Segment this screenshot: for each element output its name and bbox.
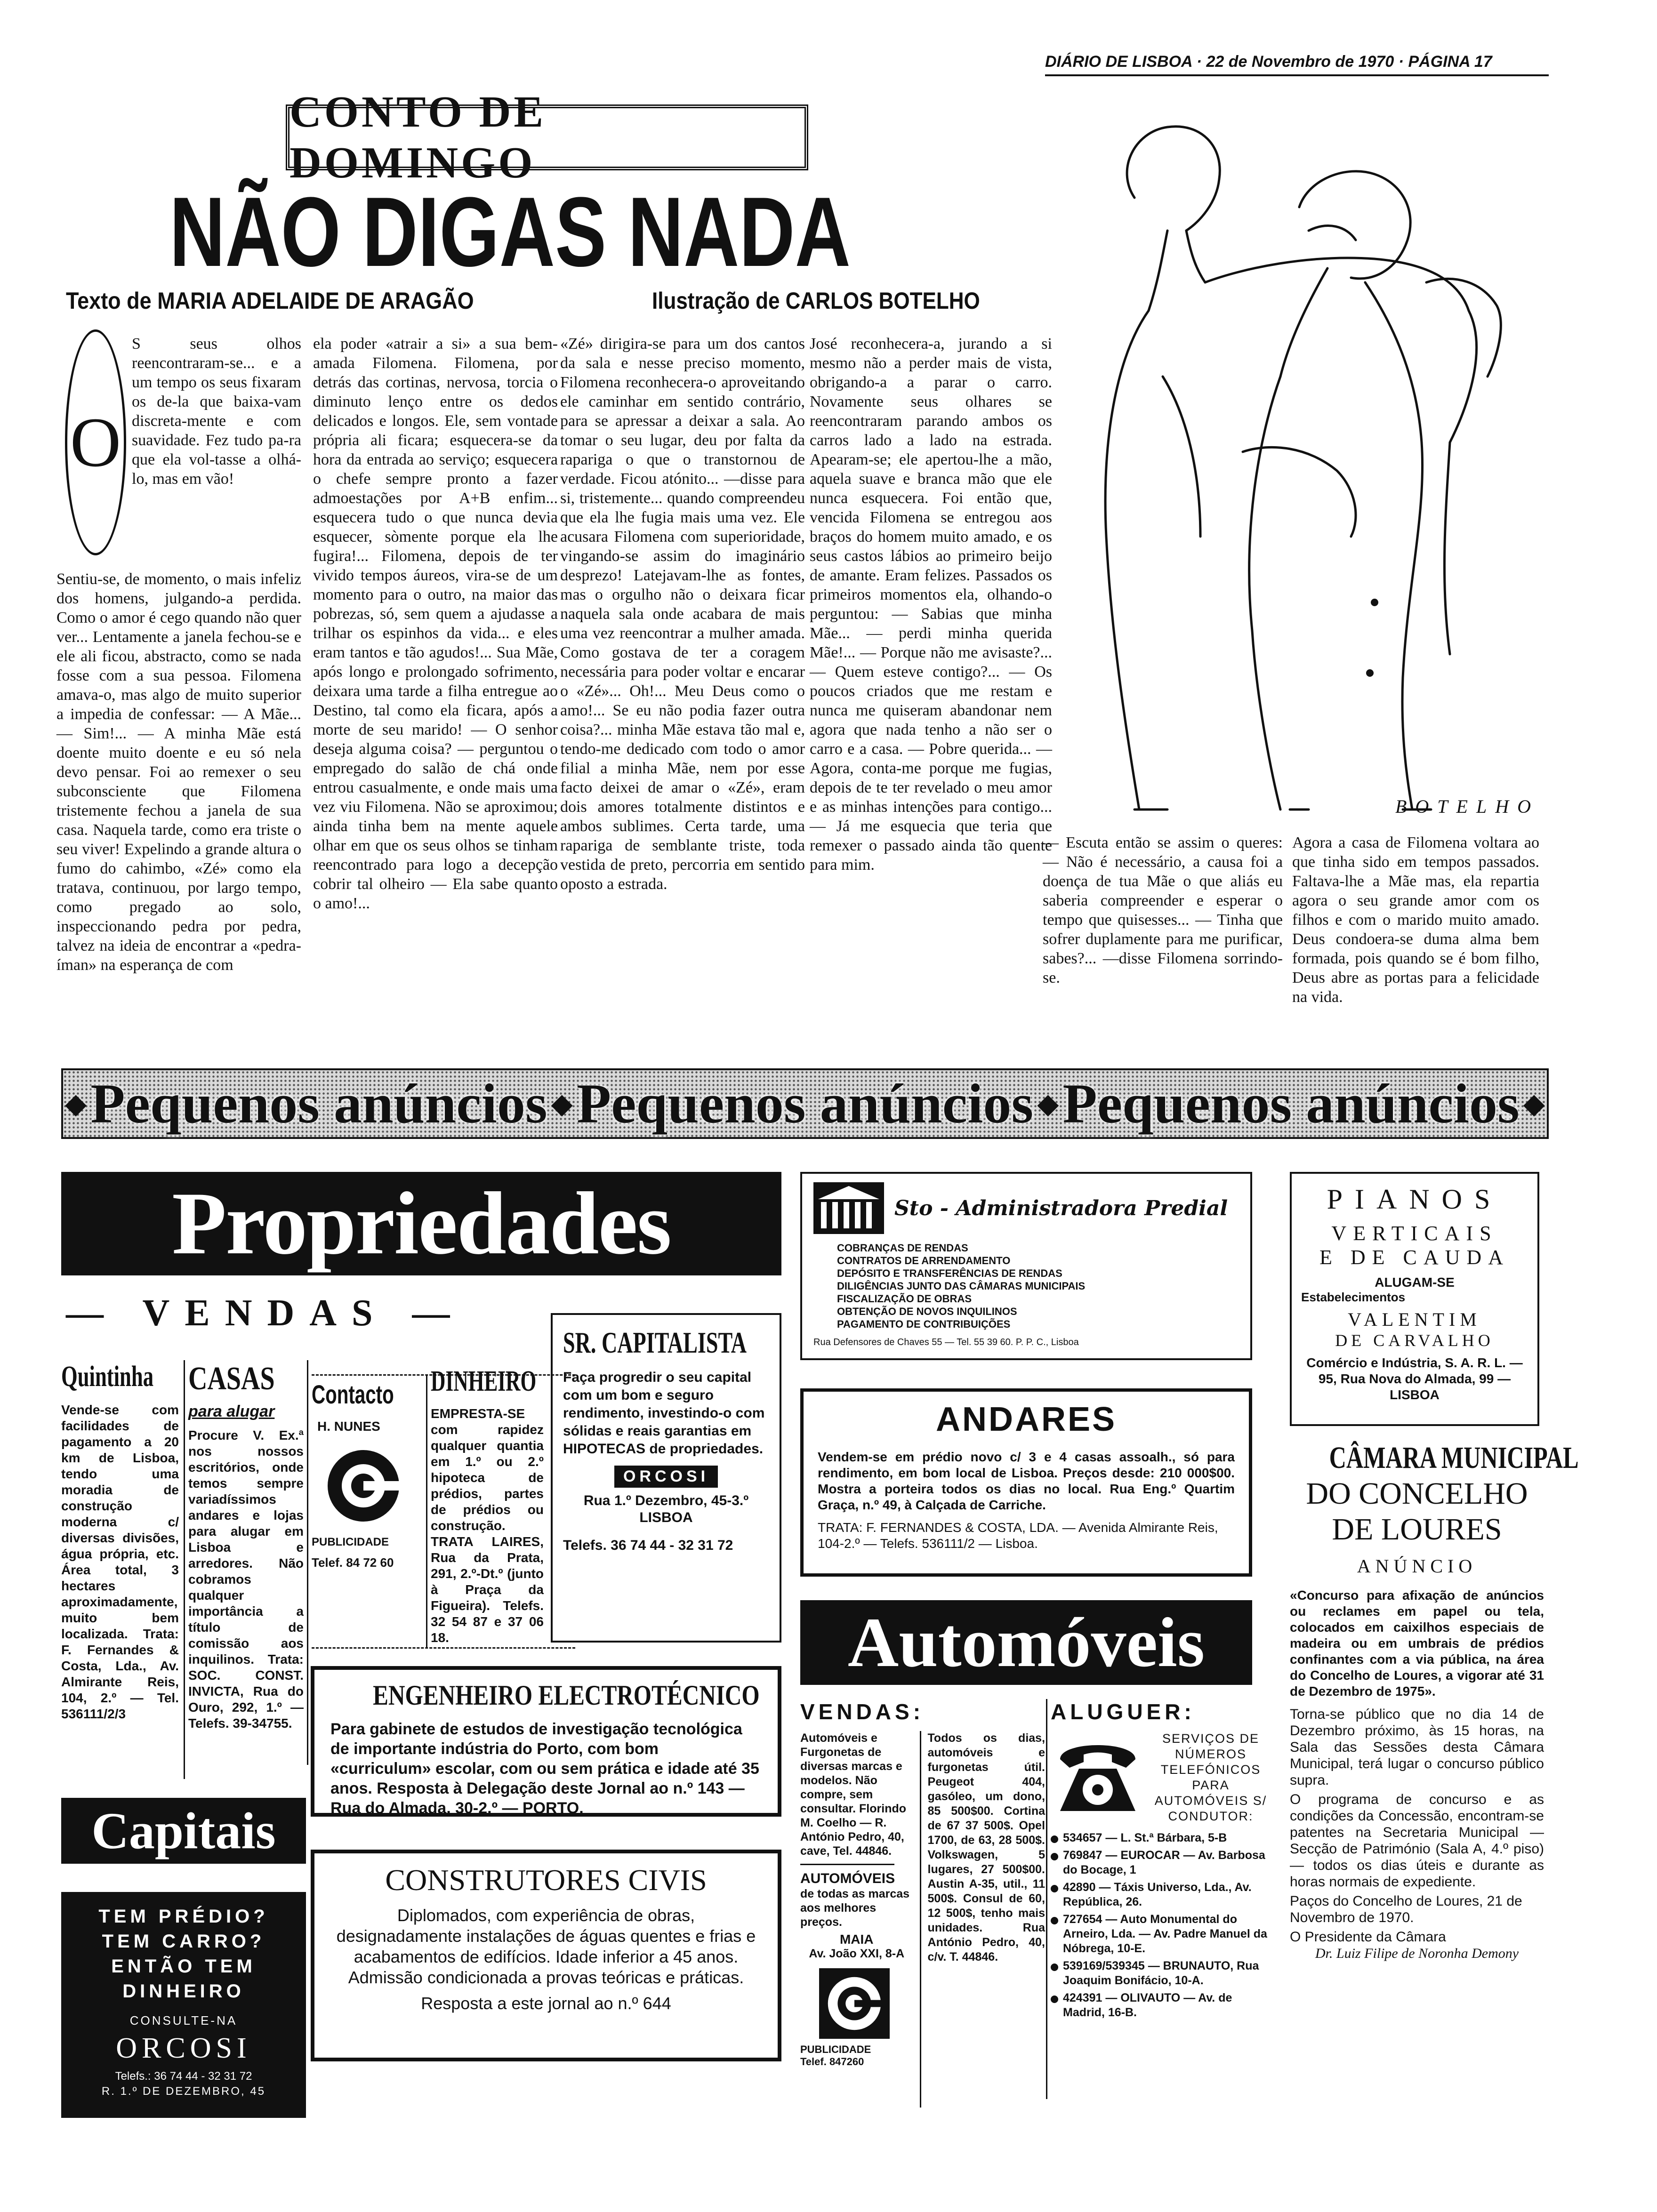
- quintinha-title: Quintinha: [61, 1361, 154, 1393]
- ad-andares: [800, 1388, 1252, 1577]
- vendas-col1-text: Automóveis e Furgonetas de diversas marcas e modelos. Não compre, sem consultar. Florindo M. Coelho — R. António Pedro, 40, cave, Tel. 44846.: [800, 1731, 907, 1858]
- aluguer-item-text: 769847 — EUROCAR — Av. Barbosa do Bocage, 1: [1063, 1849, 1265, 1876]
- predial-footer: Rua Defensores de Chaves 55 — Tel. 55 39 60. P. P. C., Lisboa: [813, 1337, 1079, 1347]
- contacto-rule-bottom: [312, 1647, 575, 1650]
- andares-trata: TRATA: F. FERNANDES & COSTA, LDA. — Avenida Almirante Reis, 104-2.º — Telefs. 536111/2 — Lisboa.: [818, 1520, 1218, 1551]
- camara-p5: O Presidente da Câmara: [1290, 1929, 1446, 1945]
- vendas-subtitle: [66, 1292, 560, 1339]
- predial-header: [813, 1182, 1239, 1234]
- story-col1: Sentiu-se, de momento, o mais infeliz dos homens, julgando-a perdida. Como o amor é cego quando não quer ver... Lentamente a janela fechou-se e ele ali ficou, abstracto, como se nada fosse com a sua pessoa. Filomena amava-o, mas algo de muito superior a impedia de confessar: — A Mãe... — Sim!... — A minha Mãe está doente muito doente e eu só nela devo pensar. Foi ao remexer o seu subconsciente que Filomena tristemente fechou a janela de sua casa. Naquela tarde, como era triste o seu viver! Expelindo a grande altura o fumo do cahimbo, «Zé» como ela tratava, continuou, por largo tempo, como pregado ao solo, inspeccionando pedra por pedra, talvez na ideia de encontrar a «pedra-íman» na esperança de com: [56, 570, 301, 974]
- drop-cap-letter: O: [70, 403, 121, 481]
- story-col1-intro: S seus olhos reencontraram-se... e a um tempo os seus fixaram os de-la que baixa-vam discreta-mente e com suavidade. Fez tudo pa-ra que ela vol-tasse a olhá-lo, mas em vão!: [132, 335, 301, 488]
- capitais-title: Capitais: [91, 1802, 276, 1859]
- vendas-auto-text: de todas as marcas aos melhores preços.: [800, 1887, 910, 1929]
- aluguer-title: ALUGUER:: [1051, 1699, 1195, 1724]
- pianos-address: Comércio e Indústria, S. A. R. L. — 95, Rua Nova do Almada, 99 — LISBOA: [1306, 1355, 1523, 1402]
- contacto-label: PUBLICIDADE: [312, 1536, 389, 1548]
- predial-line: PAGAMENTO DE CONTRIBUIÇÕES: [837, 1318, 1011, 1330]
- aluguer-item-text: 534657 — L. St.ª Bárbara, 5-B: [1063, 1831, 1227, 1844]
- vendas-title: VENDAS:: [800, 1699, 925, 1724]
- predial-line: DEPÓSITO E TRANSFERÊNCIAS DE RENDAS: [837, 1267, 1062, 1279]
- contacto-logo-icon: [326, 1448, 401, 1523]
- automoveis-title-block: [800, 1600, 1252, 1685]
- story-col2: ela poder «atrair a si» a sua bem-amada Filomena. Filomena, por detrás das cortinas, nervosa, torcia o diminuto lenço entre os dedos delicados e longos. Ele, sem vontade própria ali ficara; esquecera-se da hora da entrada ao serviço; esquecera o chefe sempre pronto a fazer admoestações por A+B enfim... esquecera tudo o que nunca devia esquecer, sòmente porque ela lhe fugira!... Filomena, depois de ter vivido tempos áureos, vira-se de um momento para o outro, na maior das pobrezas, só, sem quem a ajudasse a trilhar os espinhos da vida... e eles eram tantos e tão agudos!... Sua Mãe, após longo e prolongado sofrimento, deixara uma tarde a filha entregue ao Destino, tal como ela ficara, após a morte de seu marido! — O senhor deseja alguma coisa? — perguntou o empregado do salão de chá onde entrou casualmente, e onde mais uma vez viu Filomena. Não se aproximou; ainda tinha bem na mente aquele olhar em que os seus olhos se tinham reencontrado para logo a decepção cobrir tal olheiro — Ela sabe quanto o amo!...: [313, 335, 558, 912]
- construtores-body: Diplomados, com experiência de obras, designadamente instalações de águas quentes e frias e acabamentos de edifícios. Idade inferior a 45 anos. Admissão condicionada a provas teóricas e práticas.: [336, 1906, 756, 1987]
- camara-title1: CÂMARA MUNICIPAL: [1329, 1441, 1579, 1475]
- ad-contacto: [312, 1379, 425, 1643]
- vendas-maia: MAIA: [839, 1932, 874, 1947]
- aluguer-item: [1051, 1912, 1272, 1956]
- pianos-sub2: E DE CAUDA: [1319, 1246, 1510, 1269]
- casas-subtitle: para alugar: [188, 1403, 275, 1420]
- bullet-icon: [1051, 1885, 1058, 1892]
- ad-casas: [188, 1360, 304, 1765]
- andares-body: Vendem-se em prédio novo c/ 3 e 4 casas assoalh., só para rendimento, em bom local de Lisboa. Preços desde: 210 000$00. Mostra a porteira todos os dias no local. Rua Eng.º Quartim Graça, n.º 49, à Calçada de Carriche.: [818, 1450, 1235, 1512]
- aluguer-item-text: 727654 — Auto Monumental do Arneiro, Lda. — Av. Padre Manuel da Nóbrega, 10-E.: [1063, 1913, 1267, 1955]
- aluguer-item-text: 42890 — Táxis Universo, Lda., Av. República, 26.: [1063, 1881, 1252, 1908]
- construtores-reply: Resposta a este jornal ao n.º 644: [421, 1994, 671, 2013]
- author-text: Texto de MARIA ADELAIDE DE ARAGÃO: [66, 288, 474, 314]
- predial-line: CONTRATOS DE ARRENDAMENTO: [837, 1255, 1011, 1266]
- aluguer-item-text: 424391 — OLIVAUTO — Av. de Madrid, 16-B.: [1063, 1991, 1232, 2019]
- man-arm: [1205, 258, 1469, 311]
- camara-p2: Torna-se público que no dia 14 de Dezembro próximo, às 15 horas, na Sala das Sessões desta Câmara Municipal, terá lugar o concurso público supra.: [1290, 1707, 1544, 1788]
- vendas-col2-text: Todos os dias, automóveis e furgonetas útil. Peugeot 404, gasóleo, um dono, 85 500$00. Cortina de 67 37 500$. Opel 1700, de 63, 28 500$. Volkswagen, 5 lugares, 27 500$00. Austin A-35, util., 11 500$. Consul de 60, 12 500$, tenho mais unidades. Rua António Pedro, 40, c/v. T. 44846.: [927, 1731, 1046, 1964]
- casas-title: CASAS: [188, 1361, 275, 1397]
- banner-text-1: Pequenos anúncios: [90, 1072, 547, 1135]
- vendas-maia-address: Av. João XXI, 8-A: [809, 1947, 905, 1960]
- propriedades-title: Propriedades: [172, 1174, 671, 1273]
- header-text: DIÁRIO DE LISBOA · 22 de Novembro de 1970 · PÁGINA 17: [1045, 53, 1492, 71]
- aluguer-item: [1051, 1991, 1272, 2020]
- camara-signature: Dr. Luiz Filipe de Noronha Demony: [1315, 1946, 1519, 1961]
- capitais-brand: ORCOSI: [116, 2032, 251, 2064]
- camara-p3: O programa de concurso e as condições da Concessão, encontram-se patentes na Secretaria Municipal — Secção de Património (Sala A, 4.º piso) — todos os dias úteis e durante as horas normais de expediente.: [1290, 1792, 1544, 1890]
- automoveis-title: Automóveis: [847, 1603, 1205, 1682]
- aluguer-item-text: 539169/539345 — BRUNAUTO, Rua Joaquim Bonifácio, 10-A.: [1063, 1959, 1259, 1987]
- bullet-icon: [1051, 1996, 1058, 2003]
- capitalista-phone: Telefs. 36 74 44 - 32 31 72: [563, 1538, 733, 1553]
- pianos-name: VALENTIM: [1348, 1309, 1481, 1330]
- page-header: [1045, 53, 1549, 76]
- predial-line: COBRANÇAS DE RENDAS: [837, 1242, 968, 1254]
- quintinha-body: Vende-se com facilidades de pagamento a 20 km de Lisboa, tendo uma moradia de construção moderna c/ diversas divisões, água própria, etc. Área total, 3 hectares aproximadamente, muito bem localizada. Trata: F. Fernandes & Costa, Lda., Av. Almirante Reis, 104, 2.º — Tel. 536111/2/3: [61, 1403, 179, 1721]
- bullet-icon: [1051, 1964, 1058, 1971]
- pianos-title: PIANOS: [1327, 1184, 1503, 1215]
- man-body: [1105, 311, 1149, 809]
- illustration-signature: [1295, 795, 1539, 824]
- story-col6: Agora a casa de Filomena voltara ao que tinha sido em tempos passados. Faltava-lhe a Mãe mas, ela repartia agora o seu grande amor com os filhos e com o marido muito amado. Deus condoera-se duma alma bem formada, pois quando se é bom filho, Deus abre as portas para a felicidade na vida.: [1292, 834, 1539, 1006]
- propriedades-block: [61, 1172, 781, 1275]
- camara-label: ANÚNCIO: [1357, 1555, 1477, 1577]
- ad-vendas: [800, 1699, 1045, 2104]
- banner-diamond-3: ◆: [1037, 1088, 1059, 1119]
- vendas-columns: [800, 1731, 1045, 2108]
- ad-pianos: [1290, 1172, 1539, 1426]
- man-head: [1127, 127, 1220, 231]
- banner-diamond-2: ◆: [551, 1088, 573, 1119]
- woman-head: [1299, 171, 1410, 279]
- engenheiro-body: Para gabinete de estudos de investigação tecnológica de importante indústria do Porto, com bom «curriculum» escolar, com ou sem prática e idade até 35 anos. Resposta à Delegação deste Jornal ao n.º 143 — Rua do Almada, 30-2.º — PORTO.: [330, 1720, 759, 1817]
- predial-title: Sto - Administradora Predial: [894, 1196, 1228, 1220]
- vendas-col-left: [800, 1731, 913, 2108]
- capitalista-brand: ORCOSI: [614, 1466, 718, 1488]
- illustrator: [652, 287, 1029, 315]
- banner-text-2: Pequenos anúncios: [576, 1072, 1034, 1135]
- ad-camara: [1290, 1440, 1579, 2108]
- capitais-title-block: [61, 1798, 306, 1864]
- ad-dinheiro: [431, 1365, 544, 1647]
- aluguer-item: [1051, 1880, 1272, 1909]
- camara-titles: [1290, 1440, 1579, 1476]
- predial-line: FISCALIZAÇÃO DE OBRAS: [837, 1293, 972, 1305]
- capitais-line5: CONSULTE-NA: [129, 2013, 238, 2028]
- author: [66, 287, 537, 315]
- bullet-icon: [1051, 1835, 1058, 1843]
- capitais-line1: TEM PRÉDIO?: [98, 1906, 269, 1927]
- predial-lines: [837, 1242, 1239, 1330]
- andares-title: ANDARES: [935, 1401, 1117, 1438]
- vendas-logo-icon: [819, 1968, 890, 2039]
- pianos-establishments: Estabelecimentos: [1301, 1290, 1406, 1304]
- building-icon: [813, 1182, 884, 1234]
- camara-p4: Paços do Concelho de Loures, 21 de Novembro de 1970.: [1290, 1893, 1522, 1925]
- capitais-line6: Telefs.: 36 74 44 - 32 31 72: [115, 2070, 252, 2083]
- vendas-label: PUBLICIDADE: [800, 2044, 871, 2055]
- couple-illustration: [1045, 113, 1549, 833]
- story-col3: «Zé» dirigira-se para um dos cantos da sala e nesse preciso momento, Filomena reconhecera-o aproveitando ele caminhar em sentido contrário, para se apressar a deixar a sala. Ao tomar o seu lugar, deu por falta da rapariga o que o transtornou de verdade. Ficou atónito... —disse para si, tristemente... quando compreendeu que ela lhe fugia mais uma vez. Ele acusara Filomena com superioridade, vingando-se assim do imaginário desprezo! Latejavam-lhe as fontes, mas o orgulho não o deixara ficar naquela sala onde acabara de mais uma vez reencontrar a mulher amada. Como gostava de ter a coragem necessária para poder voltar e encarar o «Zé»... Oh!... Meu Deus como o amo!... Se eu não podia fazer outra coisa?... minha Mãe estava tão mal e, tendo-me dedicado com todo o amor filial a minha Mãe, nem por esse facto deixei de amar o «Zé», eram dois amores totalmente distintos e ambos sublimes. Certa tarde, uma rapariga de semblante triste, toda vestida de preto, percorria em sentido oposto a estrada.: [560, 335, 805, 893]
- woman-neck: [1280, 268, 1327, 377]
- ad-aluguer: [1051, 1699, 1272, 2104]
- banner-diamond-4: ◆: [1523, 1088, 1545, 1119]
- capitalista-title: SR. CAPITALISTA: [563, 1326, 747, 1359]
- dinheiro-body: EMPRESTA-SE com rapidez qualquer quantia em 1.º ou 2.º hipoteca de prédios, partes de prédios ou construção. TRATA LAIRES, Rua da Prata, 291, 2.º-Dt.º (junto à Praça da Figueira). Telefs. 32 54 87 e 37 06 18.: [431, 1406, 544, 1645]
- engenheiro-title: ENGENHEIRO ELECTROTÉCNICO: [373, 1680, 760, 1711]
- banner-text-3: Pequenos anúncios: [1062, 1072, 1520, 1135]
- capitais-line4: DINHEIRO: [122, 1981, 245, 2002]
- pianos-sub1: VERTICAIS: [1331, 1222, 1498, 1245]
- dinheiro-title: DINHEIRO: [431, 1365, 537, 1397]
- pianos-rent: ALUGAM-SE: [1375, 1275, 1455, 1290]
- camara-title3: DE LOURES: [1332, 1512, 1502, 1547]
- bullet-icon: [1051, 1853, 1058, 1860]
- ad-capitalista: [551, 1313, 781, 1643]
- contacto-title: Contacto: [312, 1379, 394, 1409]
- aluguer-intro: SERVIÇOS DE NÚMEROS TELEFÓNICOS PARA AUTOMÓVEIS S/ CONDUTOR:: [1154, 1731, 1267, 1823]
- construtores-title: CONSTRUTORES CIVIS: [385, 1863, 707, 1897]
- ad-quintinha: [61, 1360, 179, 1784]
- contacto-phone: Telef. 84 72 60: [312, 1555, 394, 1570]
- aluguer-item: [1051, 1959, 1272, 1988]
- drop-cap: [65, 329, 126, 555]
- capitais-line7: R. 1.º DE DEZEMBRO, 45: [101, 2085, 266, 2098]
- predial-line: OBTENÇÃO DE NOVOS INQUILINOS: [837, 1306, 1017, 1317]
- casas-body: Procure V. Ex.ª nos nossos escritórios, onde temos sempre variadíssimos andares e lojas para alugar em Lisboa e arredores. Não cobramos qualquer importância a título de comissão aos inquilinos. Trata: SOC. CONST. INVICTA, Rua do Ouro, 292, 1.º — Telefs. 39-34755.: [188, 1428, 304, 1731]
- bullet-icon: [1051, 1917, 1058, 1924]
- aluguer-list: [1051, 1831, 1272, 2020]
- capitalista-body: Faça progredir o seu capital com um bom e seguro rendimento, investindo-o com sólidas e reais garantias em HIPOTECAS de propriedades.: [563, 1370, 765, 1457]
- woman-body: [1249, 377, 1280, 809]
- engenheiro-title-wrap: [330, 1679, 762, 1712]
- ad-construtores: [311, 1850, 781, 2061]
- telephone-icon: [1051, 1731, 1145, 1816]
- camara-p1: «Concurso para afixação de anúncios ou reclames em papel ou tela, colocados em caixilhos especiais de madeira ou em umbrais de prédios confinantes com a via pública, na área do Concelho de Loures, a vigorar até 31 de Dezembro de 1975».: [1290, 1588, 1544, 1699]
- vendas-auto-title: AUTOMÓVEIS: [800, 1871, 895, 1886]
- illustrator-text: Ilustração de CARLOS BOTELHO: [652, 288, 980, 314]
- section-title: CONTO DE DOMINGO: [290, 88, 547, 187]
- section-box: [286, 88, 808, 187]
- vendas-col-right: [928, 1731, 1046, 2108]
- ad-capitais: [61, 1892, 306, 2118]
- aluguer-item: [1051, 1848, 1272, 1877]
- vendas-subtitle-text: — VENDAS —: [66, 1292, 465, 1334]
- camara-title2: DO CONCELHO: [1306, 1476, 1528, 1511]
- predial-line: DILIGÊNCIAS JUNTO DAS CÂMARAS MUNICIPAIS: [837, 1280, 1086, 1292]
- vendas-phone: Telef. 847260: [800, 2056, 864, 2068]
- pianos-name2: DE CARVALHO: [1335, 1331, 1494, 1350]
- contacto-name: H. NUNES: [317, 1419, 380, 1434]
- capitais-line3: ENTÃO TEM: [111, 1956, 256, 1977]
- banner-diamond-1: ◆: [65, 1088, 87, 1119]
- ad-predial: [800, 1172, 1252, 1360]
- ad-engenheiro: [311, 1666, 781, 1817]
- capitalista-address: Rua 1.º Dezembro, 45-3.º LISBOA: [583, 1493, 749, 1525]
- aluguer-item: [1051, 1831, 1272, 1845]
- story-col5: — Escuta então se assim o queres: — Não é necessário, a causa foi a doença de tua Mãe o que aliás eu saberia compreender e esperar o tempo que quisesses... — Tinha que sofrer duplamente para me purificar, sabes?... —disse Filomena sorrindo-se.: [1043, 834, 1283, 986]
- signature-text: BOTELHO: [1395, 796, 1539, 817]
- story-col4: José reconhecera-a, jurando a si mesmo não a perder mais de vista, obrigando-a a parar o carro. Novamente seus olhares se reencontraram parando ambos os carros lado a lado na estrada. Apearam-se; ele apertou-lhe a mão, aquela suave e branca mão que ele nunca esquecera. Foi então que, vencida Filomena se entregou aos braços do homem muito amado, e os seus castos lábios ao primeiro beijo de amante. Eram felizes. Passados os primeiros momentos ela, olhando-o perguntou: — Sabias que minha Mãe... — perdi minha querida Mãe!... — Porque não me avisaste?... — Quem esteve contigo?... — Os poucos criados que me restam e nunca me quiseram abandonar nem agora que nada tenho a não ser o carro e a casa. — Pobre querida... — Agora, conta-me porque me fugias, depois de te ter revelado o meu amor e as minhas intenções para contigo... — Já me esquecia que teria que remexer o passado ainda tão quente para mim.: [810, 335, 1052, 874]
- aluguer-top: [1051, 1731, 1272, 1824]
- classifieds-banner: [61, 1068, 1549, 1139]
- capitais-line2: TEM CARRO?: [102, 1931, 265, 1952]
- story-title-text: NÃO DIGAS NADA: [169, 176, 851, 287]
- story-title: [169, 176, 970, 287]
